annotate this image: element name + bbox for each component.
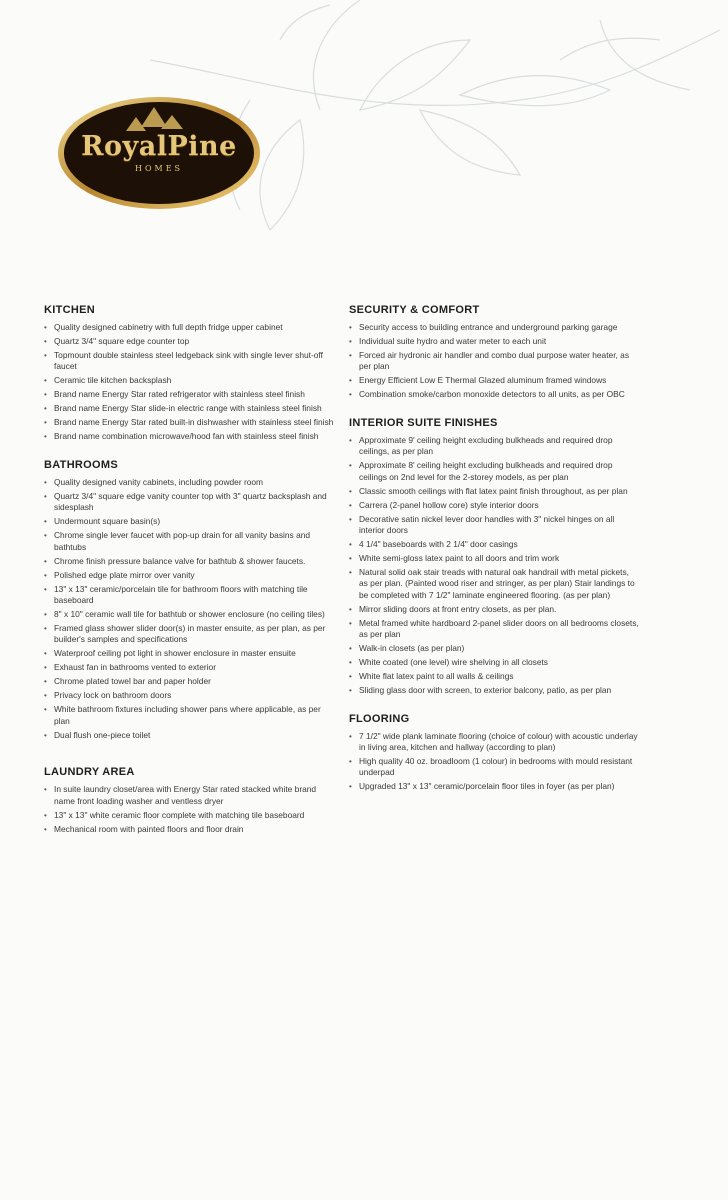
list-item: • Forced air hydronic air handler and combo dual purpose water heater, as per plan — [349, 350, 639, 373]
list-item: • Chrome finish pressure balance valve for bathtub & shower faucets. — [44, 556, 334, 567]
list-item: • Quartz 3/4" square edge vanity counter top with 3" quartz backsplash and sidesplash — [44, 491, 334, 514]
list-item: • Chrome plated towel bar and paper holder — [44, 676, 334, 687]
feature-list — [44, 322, 334, 443]
feature-list — [349, 731, 639, 793]
list-item: • In suite laundry closet/area with Energy Star rated stacked white brand name front loading washer and ventless dryer — [44, 784, 334, 807]
list-item: • Approximate 9' ceiling height excluding bulkheads and required drop ceilings, as per plan — [349, 435, 639, 458]
section-heading: FLOORING — [349, 712, 410, 725]
list-item: • Chrome single lever faucet with pop-up drain for all vanity basins and bathtubs — [44, 530, 334, 553]
list-item: • Carrera (2-panel hollow core) style interior doors — [349, 500, 639, 511]
list-item: • Quality designed vanity cabinets, including powder room — [44, 477, 334, 488]
section-heading: INTERIOR SUITE FINISHES — [349, 416, 498, 429]
section-heading: KITCHEN — [44, 304, 95, 316]
list-item: • Mechanical room with painted floors and floor drain — [44, 824, 334, 835]
laundry-section — [44, 764, 334, 835]
list-item: • Undermount square basin(s) — [44, 516, 334, 527]
list-item: • 13" x 13" ceramic/porcelain tile for bathroom floors with matching tile baseboard — [44, 584, 334, 607]
list-item: • 4 1/4" baseboards with 2 1/4" door casings — [349, 539, 639, 550]
royal-pine-logo — [56, 93, 262, 211]
list-item: • High quality 40 oz. broadloom (1 colour) in bedrooms with mould resistant underpad — [349, 756, 639, 779]
interior-section — [349, 415, 639, 697]
list-item: • Metal framed white hardboard 2-panel slider doors on all bedrooms closets, as per plan — [349, 618, 639, 641]
kitchen-section — [44, 302, 334, 443]
list-item: • Brand name combination microwave/hood fan with stainless steel finish — [44, 431, 334, 442]
flooring-section — [349, 711, 639, 793]
list-item: • Brand name Energy Star rated refrigerator with stainless steel finish — [44, 389, 334, 400]
list-item: • Topmount double stainless steel ledgeback sink with single lever shut-off faucet — [44, 350, 334, 373]
feature-list — [349, 322, 639, 401]
security-section — [349, 302, 639, 401]
list-item: • White coated (one level) wire shelving in all closets — [349, 657, 639, 668]
list-item: • Decorative satin nickel lever door handles with 3" nickel hinges on all interior doors — [349, 514, 639, 537]
list-item: • Combination smoke/carbon monoxide detectors to all units, as per OBC — [349, 389, 639, 400]
list-item: • 8" x 10" ceramic wall tile for bathtub or shower enclosure (no ceiling tiles) — [44, 609, 334, 620]
feature-list — [44, 477, 334, 741]
section-heading: LAUNDRY AREA — [44, 766, 135, 779]
left-column — [44, 302, 334, 849]
list-item: • Brand name Energy Star slide-in electric range with stainless steel finish — [44, 403, 334, 414]
list-item: • Ceramic tile kitchen backsplash — [44, 375, 334, 386]
right-column — [349, 302, 639, 807]
list-item: • White flat latex paint to all walls & ceilings — [349, 671, 639, 682]
list-item: • Individual suite hydro and water meter to each unit — [349, 336, 639, 347]
list-item: • 7 1/2" wide plank laminate flooring (choice of colour) with acoustic underlay in living area, kitchen and hallway (according to plan) — [349, 731, 639, 754]
list-item: • Sliding glass door with screen, to exterior balcony, patio, as per plan — [349, 685, 639, 696]
list-item: • Walk-in closets (as per plan) — [349, 643, 639, 654]
section-heading: SECURITY & COMFORT — [349, 304, 480, 316]
list-item: • White semi-gloss latex paint to all doors and trim work — [349, 553, 639, 564]
list-item: • Polished edge plate mirror over vanity — [44, 570, 334, 581]
list-item: • Mirror sliding doors at front entry closets, as per plan. — [349, 604, 639, 615]
list-item: • Privacy lock on bathroom doors — [44, 690, 334, 701]
section-heading: BATHROOMS — [44, 458, 118, 471]
list-item: • Brand name Energy Star rated built-in dishwasher with stainless steel finish — [44, 417, 334, 428]
list-item: • Dual flush one-piece toilet — [44, 730, 334, 741]
logo-sub: HOMES — [134, 164, 184, 173]
list-item: • Framed glass shower slider door(s) in master ensuite, as per plan, as per builder's samples and specifications — [44, 623, 334, 646]
list-item: • Natural solid oak stair treads with natural oak handrail with metal pickets, as per plan. (Painted wood riser and stringer, as per plan) Stair landings to be completed with 7 1/2" laminate engineered flooring. (as per plan) — [349, 567, 639, 601]
list-item: • Upgraded 13" x 13" ceramic/porcelain floor tiles in foyer (as per plan) — [349, 781, 639, 792]
list-item: • Energy Efficient Low E Thermal Glazed aluminum framed windows — [349, 375, 639, 386]
list-item: • Quartz 3/4" square edge counter top — [44, 336, 334, 347]
list-item: • Approximate 8' ceiling height excluding bulkheads and required drop ceilings on 2nd level for the 2-storey models, as per plan — [349, 460, 639, 483]
feature-list — [44, 784, 334, 835]
bathrooms-section — [44, 457, 334, 741]
list-item: • White bathroom fixtures including shower pans where applicable, as per plan — [44, 704, 334, 727]
list-item: • Exhaust fan in bathrooms vented to exterior — [44, 662, 334, 673]
list-item: • Security access to building entrance and underground parking garage — [349, 322, 639, 333]
feature-list — [349, 435, 639, 697]
logo-name: RoyalPine — [81, 131, 237, 162]
list-item: • Quality designed cabinetry with full depth fridge upper cabinet — [44, 322, 334, 333]
list-item: • Classic smooth ceilings with flat latex paint finish throughout, as per plan — [349, 486, 639, 497]
list-item: • Waterproof ceiling pot light in shower enclosure in master ensuite — [44, 648, 334, 659]
list-item: • 13" x 13" white ceramic floor complete with matching tile baseboard — [44, 810, 334, 821]
